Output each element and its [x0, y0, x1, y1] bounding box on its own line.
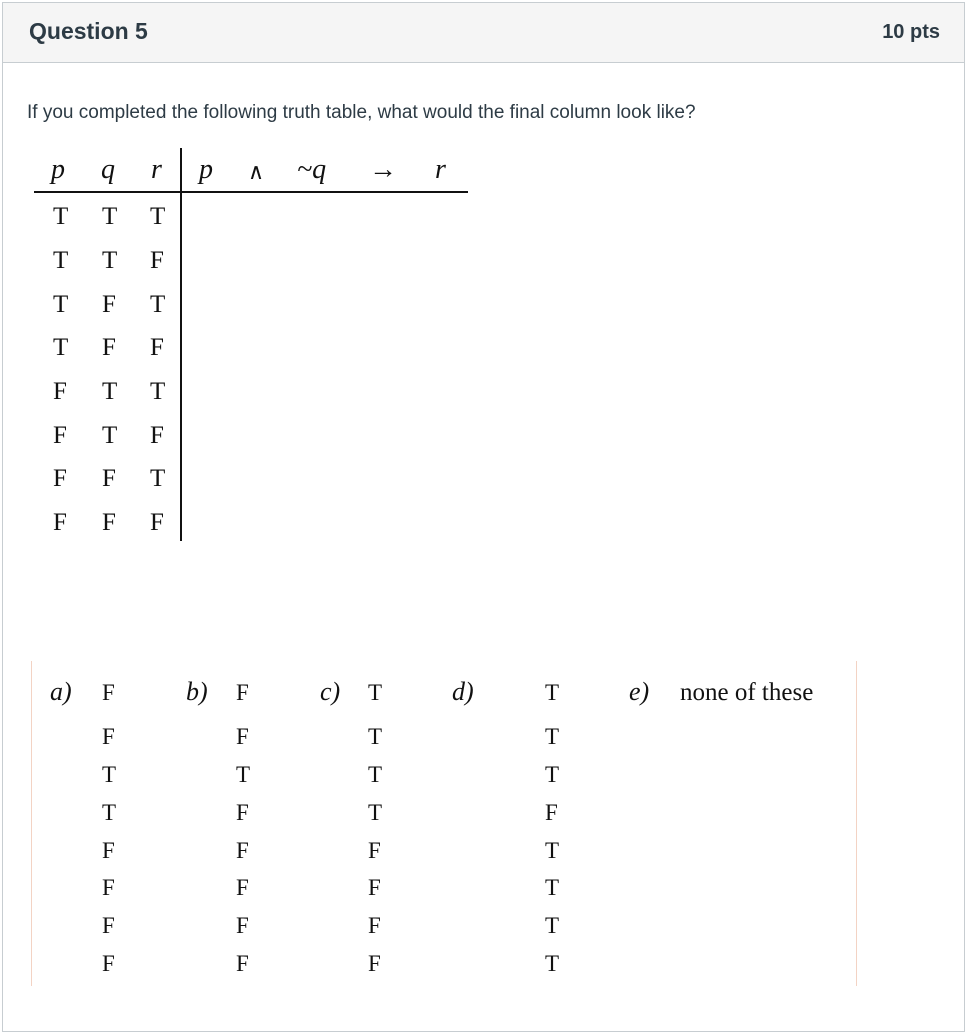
- choice-d-value: T: [545, 875, 560, 900]
- choice-a-value: T: [102, 800, 117, 825]
- choice-c-label[interactable]: c): [320, 677, 341, 706]
- choice-c-value: F: [368, 875, 381, 900]
- table-cell: T: [53, 291, 69, 318]
- truth-table: [34, 150, 468, 545]
- table-cell: F: [102, 465, 116, 492]
- table-cell: F: [150, 247, 164, 274]
- table-vertical-divider: [180, 148, 182, 541]
- choice-a-value: F: [102, 724, 115, 749]
- table-cell: T: [102, 203, 118, 230]
- choice-c-value: T: [368, 800, 383, 825]
- choice-d-value: T: [545, 838, 560, 863]
- question-points: 10 pts: [882, 21, 940, 43]
- table-cell: F: [102, 509, 116, 536]
- choice-b-value: T: [236, 762, 251, 787]
- table-cell: T: [150, 291, 166, 318]
- choice-b-value: F: [236, 800, 249, 825]
- choice-c-value: T: [368, 680, 383, 705]
- table-cell: T: [53, 247, 69, 274]
- table-cell: F: [102, 334, 116, 361]
- table-cell: F: [53, 465, 67, 492]
- table-cell: F: [150, 422, 164, 449]
- choice-b-value: F: [236, 724, 249, 749]
- choice-a-value: F: [102, 951, 115, 976]
- choice-b-value: F: [236, 838, 249, 863]
- choice-a-value: F: [102, 838, 115, 863]
- question-header: [3, 3, 964, 63]
- choice-b-value: F: [236, 913, 249, 938]
- header-var-q: q: [101, 154, 115, 185]
- choice-a-label[interactable]: a): [50, 677, 72, 706]
- choice-a-value: F: [102, 913, 115, 938]
- choice-e-label[interactable]: e): [629, 677, 650, 706]
- choice-c-value: T: [368, 724, 383, 749]
- expr-not-q: ~q: [297, 154, 327, 185]
- choice-e-text[interactable]: none of these: [680, 679, 814, 706]
- expr-implies-symbol: →: [369, 154, 397, 185]
- expr-p: p: [199, 154, 213, 185]
- choice-d-value: T: [545, 762, 560, 787]
- table-cell: T: [102, 247, 118, 274]
- choice-c-value: F: [368, 838, 381, 863]
- table-cell: F: [150, 334, 164, 361]
- choice-d-value: T: [545, 680, 560, 705]
- question-title: Question 5: [29, 18, 148, 44]
- table-cell: F: [53, 378, 67, 405]
- table-cell: T: [150, 378, 166, 405]
- table-cell: T: [102, 422, 118, 449]
- choice-b-value: F: [236, 680, 249, 705]
- choice-d-value: T: [545, 724, 560, 749]
- choice-a-value: F: [102, 875, 115, 900]
- table-cell: T: [53, 203, 69, 230]
- expr-r: r: [435, 154, 446, 185]
- table-cell: F: [150, 509, 164, 536]
- choice-b-value: F: [236, 951, 249, 976]
- choice-b-label[interactable]: b): [186, 677, 208, 706]
- expr-and-symbol: ∧: [248, 159, 265, 184]
- answer-choices: [31, 661, 857, 986]
- choice-d-value: T: [545, 951, 560, 976]
- choice-b-value: F: [236, 875, 249, 900]
- table-cell: T: [53, 334, 69, 361]
- choice-a-value: F: [102, 680, 115, 705]
- header-var-p: p: [51, 154, 65, 185]
- table-header-rule: [34, 191, 468, 193]
- header-var-r: r: [151, 154, 162, 185]
- choice-c-value: F: [368, 951, 381, 976]
- choice-c-value: F: [368, 913, 381, 938]
- choice-d-value: T: [545, 913, 560, 938]
- table-cell: T: [150, 203, 166, 230]
- table-cell: F: [102, 291, 116, 318]
- choice-c-value: T: [368, 762, 383, 787]
- choice-a-value: T: [102, 762, 117, 787]
- table-cell: T: [102, 378, 118, 405]
- choice-d-value: F: [545, 800, 558, 825]
- choice-d-label[interactable]: d): [452, 677, 474, 706]
- table-cell: F: [53, 422, 67, 449]
- table-cell: F: [53, 509, 67, 536]
- table-cell: T: [150, 465, 166, 492]
- question-prompt: If you completed the following truth table, what would the final column look like?: [27, 102, 696, 123]
